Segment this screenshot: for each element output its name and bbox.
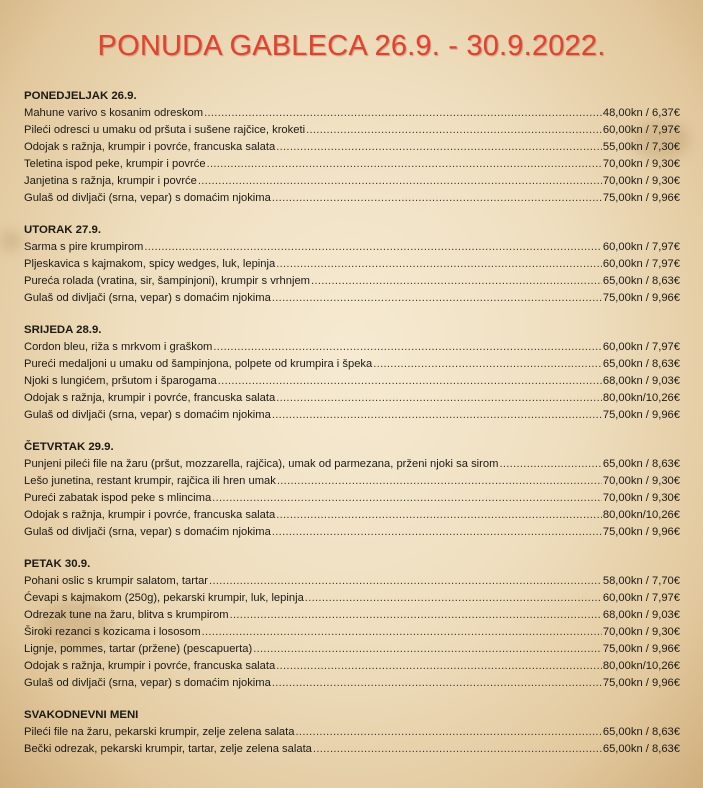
dish-name: Pureći medaljoni u umaku od šampinjona, polpete od krumpira i špeka	[24, 358, 373, 370]
menu-item	[24, 675, 680, 692]
dish-price: 80,00kn/10,26€	[602, 509, 680, 521]
dish-price: 48,00kn / 6,37€	[602, 107, 680, 119]
dish-name: Mahune varivo s kosanim odreskom	[24, 107, 204, 119]
dish-price: 65,00kn / 8,63€	[602, 275, 680, 287]
dish-price: 60,00kn / 7,97€	[602, 341, 680, 353]
dot-leader	[277, 473, 602, 490]
dish-price: 80,00kn/10,26€	[602, 392, 680, 404]
dish-name: Odojak s ražnja, krumpir i povrće, francuska salata	[24, 660, 276, 672]
dish-name: Odojak s ražnja, krumpir i povrće, francuska salata	[24, 141, 276, 153]
day-section	[24, 439, 680, 541]
dot-leader	[276, 658, 602, 675]
dish-name: Pureća rolada (vratina, sir, šampinjoni), krumpir s vrhnjem	[24, 275, 311, 287]
dish-name: Lignje, pommes, tartar (pržene) (pescapuerta)	[24, 643, 253, 655]
dish-price: 68,00kn / 9,03€	[602, 375, 680, 387]
menu-item	[24, 356, 680, 373]
dot-leader	[144, 239, 602, 256]
dish-name: Gulaš od divljači (srna, vepar) s domaćim njokima	[24, 192, 271, 204]
menu-item	[24, 573, 680, 590]
menu-item	[24, 524, 680, 541]
menu-item	[24, 139, 680, 156]
dot-leader	[198, 173, 602, 190]
dish-name: Odrezak tune na žaru, blitva s krumpirom	[24, 609, 229, 621]
dish-name: Sarma s pire krumpirom	[24, 241, 144, 253]
dish-price: 65,00kn / 8,63€	[602, 743, 680, 755]
dish-price: 75,00kn / 9,96€	[602, 526, 680, 538]
day-heading: PONEDJELJAK 26.9.	[24, 90, 137, 102]
dish-price: 70,00kn / 9,30€	[602, 626, 680, 638]
dot-leader	[202, 624, 602, 641]
dish-price: 60,00kn / 7,97€	[602, 241, 680, 253]
dish-name: Gulaš od divljači (srna, vepar) s domaćim njokima	[24, 677, 271, 689]
dish-price: 75,00kn / 9,96€	[602, 643, 680, 655]
dish-name: Pohani oslic s krumpir salatom, tartar	[24, 575, 209, 587]
day-section	[24, 88, 680, 207]
dish-price: 70,00kn / 9,30€	[602, 475, 680, 487]
menu-item	[24, 122, 680, 139]
menu-item	[24, 173, 680, 190]
day-heading: SVAKODNEVNI MENI	[24, 709, 139, 721]
dish-name: Cordon bleu, riža s mrkvom i graškom	[24, 341, 213, 353]
dish-name: Pljeskavica s kajmakom, spicy wedges, luk, lepinja	[24, 258, 276, 270]
menu-item	[24, 724, 680, 741]
day-heading: UTORAK 27.9.	[24, 224, 102, 236]
menu-list	[24, 88, 680, 773]
dish-name: Pileći odresci u umaku od pršuta i sušene rajčice, kroketi	[24, 124, 306, 136]
dot-leader	[253, 641, 602, 658]
dot-leader	[204, 105, 602, 122]
menu-item	[24, 407, 680, 424]
dot-leader	[230, 607, 602, 624]
page-title: PONUDA GABLECA 26.9. - 30.9.2022.	[97, 30, 606, 62]
menu-item	[24, 239, 680, 256]
dot-leader	[272, 190, 602, 207]
dish-price: 58,00kn / 7,70€	[602, 575, 680, 587]
dish-price: 70,00kn / 9,30€	[602, 158, 680, 170]
dish-price: 65,00kn / 8,63€	[602, 458, 680, 470]
menu-item	[24, 658, 680, 675]
menu-item	[24, 190, 680, 207]
dish-name: Punjeni pileći file na žaru (pršut, mozzarella, rajčica), umak od parmezana, prženi njoki sa sirom	[24, 458, 499, 470]
dish-name: Gulaš od divljači (srna, vepar) s domaćim njokima	[24, 292, 271, 304]
dot-leader	[306, 122, 602, 139]
dish-name: Lešo junetina, restant krumpir, rajčica ili hren umak	[24, 475, 276, 487]
menu-item	[24, 741, 680, 758]
dot-leader	[276, 507, 602, 524]
dish-price: 75,00kn / 9,96€	[602, 192, 680, 204]
dot-leader	[218, 373, 602, 390]
menu-item	[24, 473, 680, 490]
dish-name: Ćevapi s kajmakom (250g), pekarski krumpir, luk, lepinja	[24, 592, 304, 604]
menu-item	[24, 290, 680, 307]
dish-name: Gulaš od divljači (srna, vepar) s domaćim njokima	[24, 526, 271, 538]
dish-price: 75,00kn / 9,96€	[602, 292, 680, 304]
dot-leader	[296, 724, 602, 741]
dish-name: Pileći file na žaru, pekarski krumpir, zelje zelena salata	[24, 726, 295, 738]
dish-name: Odojak s ražnja, krumpir i povrće, francuska salata	[24, 509, 276, 521]
menu-item	[24, 590, 680, 607]
dish-price: 75,00kn / 9,96€	[602, 677, 680, 689]
dish-price: 60,00kn / 7,97€	[602, 124, 680, 136]
menu-item	[24, 256, 680, 273]
menu-item	[24, 273, 680, 290]
dish-name: Janjetina s ražnja, krumpir i povrće	[24, 175, 197, 187]
dot-leader	[272, 407, 602, 424]
dot-leader	[276, 256, 602, 273]
menu-item	[24, 390, 680, 407]
dish-price: 60,00kn / 7,97€	[602, 592, 680, 604]
day-section	[24, 322, 680, 424]
menu-item	[24, 490, 680, 507]
menu-item	[24, 105, 680, 122]
dish-price: 80,00kn/10,26€	[602, 660, 680, 672]
paper-stain	[0, 230, 22, 252]
dot-leader	[272, 675, 602, 692]
dish-name: Gulaš od divljači (srna, vepar) s domaćim njokima	[24, 409, 271, 421]
menu-item	[24, 607, 680, 624]
dish-name: Teletina ispod peke, krumpir i povrće	[24, 158, 206, 170]
dot-leader	[207, 156, 602, 173]
menu-item	[24, 373, 680, 390]
dot-leader	[272, 290, 602, 307]
dot-leader	[213, 339, 601, 356]
day-heading: ČETVRTAK 29.9.	[24, 441, 114, 453]
dish-price: 70,00kn / 9,30€	[602, 492, 680, 504]
menu-item	[24, 624, 680, 641]
dot-leader	[272, 524, 602, 541]
dot-leader	[313, 741, 602, 758]
menu-item	[24, 507, 680, 524]
menu-item	[24, 339, 680, 356]
dot-leader	[305, 590, 602, 607]
day-heading: PETAK 30.9.	[24, 558, 91, 570]
dish-price: 68,00kn / 9,03€	[602, 609, 680, 621]
dot-leader	[276, 139, 602, 156]
dot-leader	[276, 390, 602, 407]
dish-price: 65,00kn / 8,63€	[602, 358, 680, 370]
dish-price: 55,00kn / 7,30€	[602, 141, 680, 153]
day-section	[24, 222, 680, 307]
day-heading: SRIJEDA 28.9.	[24, 324, 102, 336]
dish-price: 65,00kn / 8,63€	[602, 726, 680, 738]
dish-name: Pureći zabatak ispod peke s mlincima	[24, 492, 212, 504]
dish-price: 75,00kn / 9,96€	[602, 409, 680, 421]
menu-item	[24, 641, 680, 658]
dish-price: 70,00kn / 9,30€	[602, 175, 680, 187]
dot-leader	[209, 573, 602, 590]
menu-item	[24, 156, 680, 173]
dot-leader	[212, 490, 602, 507]
menu-item	[24, 456, 680, 473]
day-section	[24, 707, 680, 758]
dish-price: 60,00kn / 7,97€	[602, 258, 680, 270]
dot-leader	[499, 456, 601, 473]
dish-name: Bečki odrezak, pekarski krumpir, tartar, zelje zelena salata	[24, 743, 312, 755]
dish-name: Odojak s ražnja, krumpir i povrće, francuska salata	[24, 392, 276, 404]
dish-name: Njoki s lungićem, pršutom i šparogama	[24, 375, 217, 387]
dot-leader	[311, 273, 602, 290]
day-section	[24, 556, 680, 692]
dish-name: Široki rezanci s kozicama i lososom	[24, 626, 201, 638]
dot-leader	[373, 356, 602, 373]
